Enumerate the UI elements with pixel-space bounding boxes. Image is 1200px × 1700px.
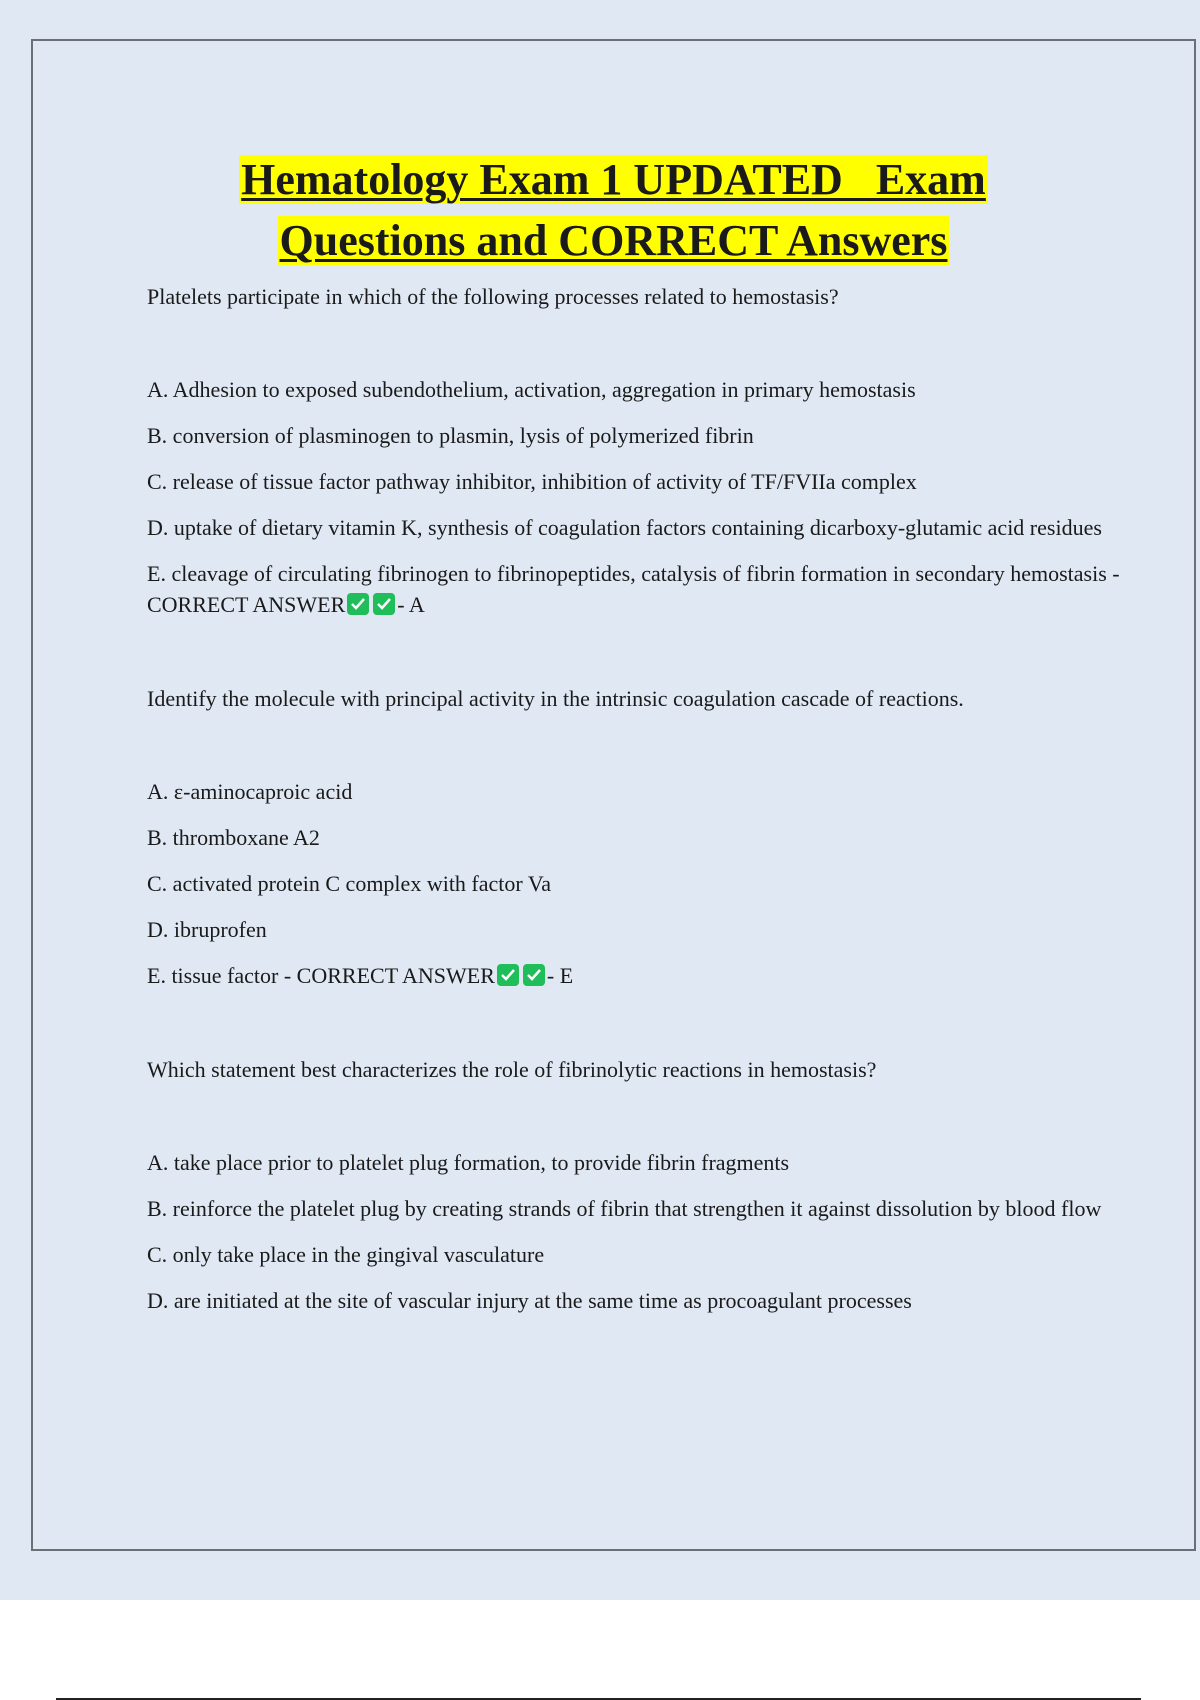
question-list: [147, 281, 1127, 1331]
title-line-2: Questions and CORRECT Answers: [279, 216, 948, 265]
answer-option: C. release of tissue factor pathway inhibitor, inhibition of activity of TF/FVIIa complex: [147, 469, 917, 494]
check-box-icon: [373, 593, 395, 615]
question-prompt: Which statement best characterizes the role of fibrinolytic reactions in hemostasis?: [147, 1057, 877, 1082]
question-prompt: Identify the molecule with principal activity in the intrinsic coagulation cascade of reactions.: [147, 686, 964, 711]
correct-answer-letter: - A: [397, 592, 425, 617]
answer-option: A. ε-aminocaproic acid: [147, 779, 353, 804]
document-page: [31, 39, 1196, 1551]
answer-option-with-key: [147, 558, 1127, 620]
title-line-1: Hematology Exam 1 UPDATED Exam: [241, 155, 986, 204]
answer-option-text: E. cleavage of circulating fibrinogen to fibrinopeptides, catalysis of fibrin formation in secondary hemostasis - CORRECT ANSWER: [147, 561, 1120, 617]
answer-option-with-key: [147, 960, 1127, 991]
answer-option: C. activated protein C complex with factor Va: [147, 871, 552, 896]
document-title: [33, 149, 1194, 271]
answer-option: A. take place prior to platelet plug formation, to provide fibrin fragments: [147, 1150, 790, 1175]
question-block: [147, 683, 1127, 991]
answer-option: D. uptake of dietary vitamin K, synthesis of coagulation factors containing dicarboxy-glutamic acid residues: [147, 515, 1102, 540]
answer-option: D. ibruprofen: [147, 917, 267, 942]
answer-option: D. are initiated at the site of vascular injury at the same time as procoagulant processes: [147, 1288, 912, 1313]
question-block: [147, 1054, 1127, 1316]
answer-option: B. conversion of plasminogen to plasmin, lysis of polymerized fibrin: [147, 423, 754, 448]
answer-option: B. thromboxane A2: [147, 825, 320, 850]
check-box-icon: [347, 593, 369, 615]
answer-option: C. only take place in the gingival vasculature: [147, 1242, 545, 1267]
answer-option-text: E. tissue factor - CORRECT ANSWER: [147, 963, 495, 988]
check-box-icon: [497, 964, 519, 986]
correct-answer-letter: - E: [546, 963, 574, 988]
check-box-icon: [523, 964, 545, 986]
answer-option: A. Adhesion to exposed subendothelium, activation, aggregation in primary hemostasis: [147, 377, 916, 402]
question-prompt: Platelets participate in which of the following processes related to hemostasis?: [147, 284, 839, 309]
question-block: [147, 281, 1127, 620]
answer-option: B. reinforce the platelet plug by creating strands of fibrin that strengthen it against dissolution by blood flow: [147, 1196, 1102, 1221]
